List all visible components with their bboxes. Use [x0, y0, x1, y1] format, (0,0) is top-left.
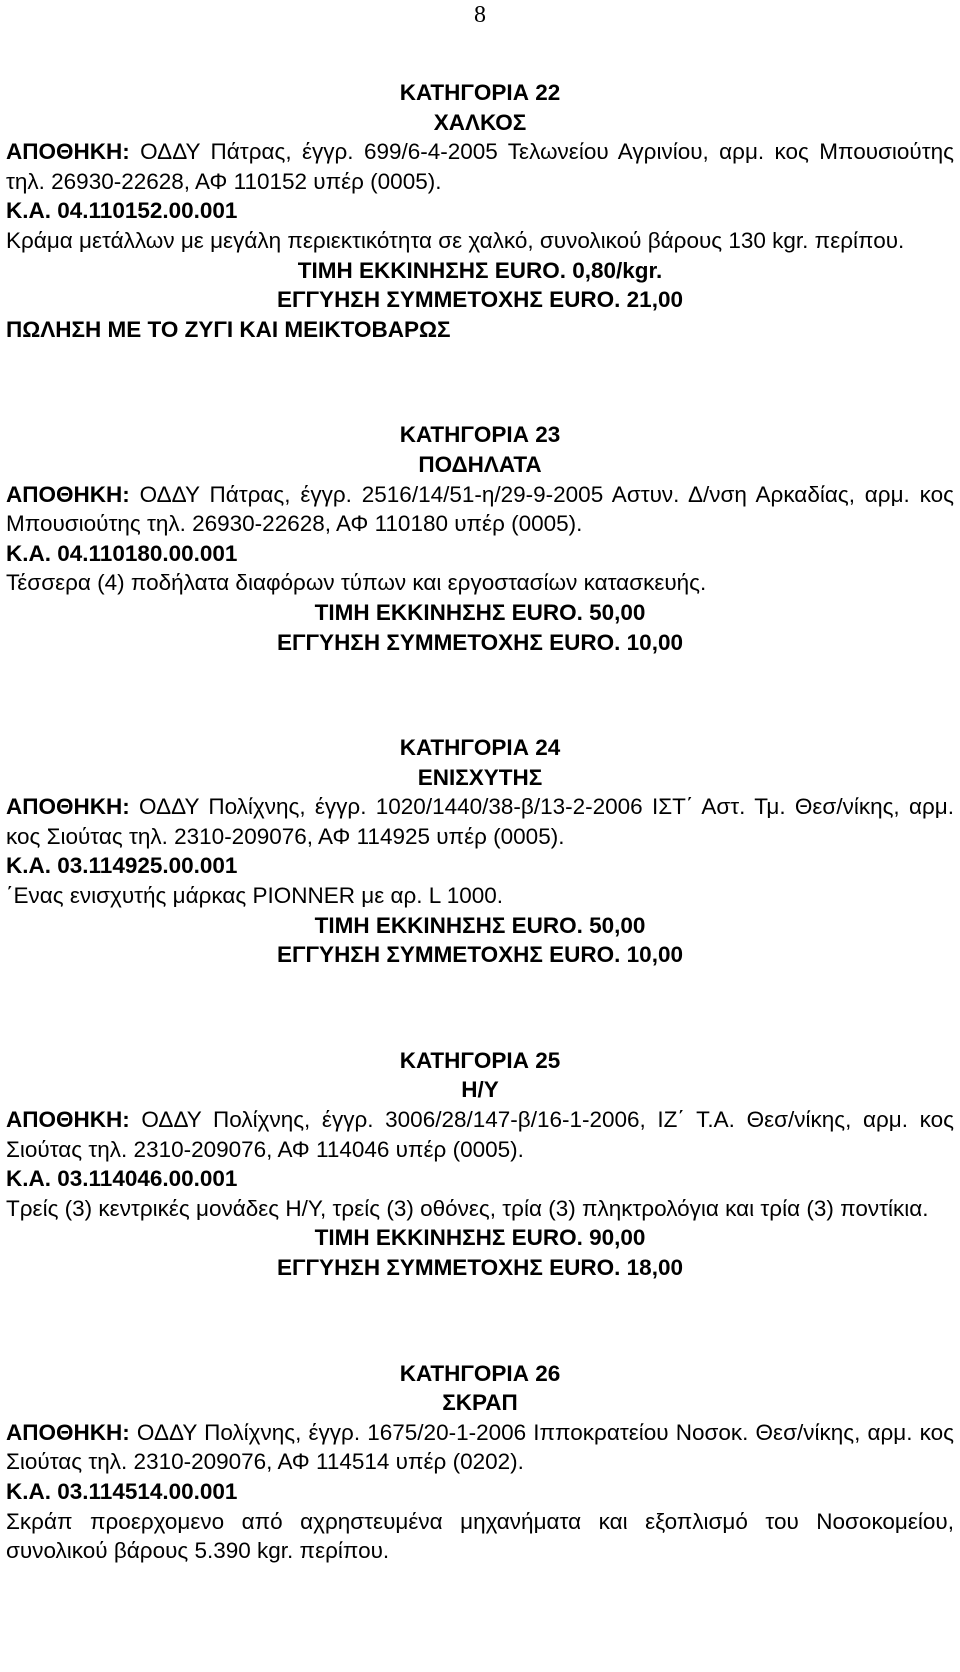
category-heading: ΚΑΤΗΓΟΡΙΑ 24 [399, 735, 561, 761]
category-24 [6, 733, 954, 970]
item-description: Κράμα μετάλλων με μεγάλη περιεκτικότητα σε χαλκό, συνολικού βάρους 130 kgr. περίπου. [6, 227, 905, 253]
category-heading: ΚΑΤΗΓΟΡΙΑ 26 [399, 1360, 561, 1386]
start-price: ΤΙΜΗ ΕΚΚΙΝΗΣΗΣ EURO. 50,00 [314, 599, 646, 625]
participation-guarantee: ΕΓΓΥΗΣΗ ΣΥΜΜΕΤΟΧΗΣ EURO. 10,00 [277, 629, 683, 655]
item-description: Σκράπ προερχομενο από αχρηστευμένα μηχανήματα και εξοπλισμό του Νοσοκομείου, συνολικού βάρους 5.390 kgr. περίπου. [6, 1508, 954, 1564]
warehouse-label: ΑΠΟΘΗΚΗ: [6, 1107, 130, 1133]
start-price: ΤΙΜΗ ΕΚΚΙΝΗΣΗΣ EURO. 0,80/kgr. [297, 257, 663, 283]
participation-guarantee: ΕΓΓΥΗΣΗ ΣΥΜΜΕΤΟΧΗΣ EURO. 18,00 [277, 1255, 683, 1280]
page-number: 8 [474, 2, 486, 28]
category-heading: ΚΑΤΗΓΟΡΙΑ 25 [399, 1047, 561, 1073]
warehouse-text: ΟΔΔΥ Πολίχνης, έγγρ. 1020/1440/38-β/13-2-2006 ΙΣΤ΄ Αστ. Τμ. Θεσ/νίκης, αρμ. κος Σιούτας τηλ. 2310-209076, ΑΦ 114925 υπέρ (0005). [6, 794, 954, 849]
category-heading: ΚΑΤΗΓΟΡΙΑ 22 [399, 80, 561, 105]
item-description: ΄Ενας ενισχυτής μάρκας PIONNER με αρ. L 1000. [6, 883, 504, 909]
account-code: Κ.Α. 04.110152.00.001 [6, 198, 238, 224]
warehouse-text: ΟΔΔΥ Πάτρας, έγγρ. 699/6-4-2005 Τελωνείου Αγρινίου, αρμ. κος Μπουσιούτης τηλ. 26930-22628, ΑΦ 110152 υπέρ (0005). [6, 139, 954, 194]
warehouse-info [6, 480, 954, 539]
category-title: ΣΚΡΑΠ [442, 1390, 518, 1416]
warehouse-text: ΟΔΔΥ Πάτρας, έγγρ. 2516/14/51-η/29-9-2005 Αστυν. Δ/νση Αρκαδίας, αρμ. κος Μπουσιούτης τηλ. 26930-22628, ΑΦ 110180 υπέρ (0005). [6, 481, 954, 537]
category-25 [6, 1046, 954, 1283]
sale-note: ΠΩΛΗΣΗ ΜΕ ΤΟ ΖΥΓΙ ΚΑΙ ΜΕΙΚΤΟΒΑΡΩΣ [6, 316, 451, 342]
account-code: Κ.Α. 03.114046.00.001 [6, 1166, 238, 1192]
category-22 [6, 78, 954, 344]
category-title: ΕΝΙΣΧΥΤΗΣ [417, 764, 543, 790]
category-heading: ΚΑΤΗΓΟΡΙΑ 23 [399, 422, 561, 448]
warehouse-label: ΑΠΟΘΗΚΗ: [6, 1419, 130, 1445]
category-title: ΧΑΛΚΟΣ [433, 109, 527, 135]
warehouse-info [6, 792, 954, 851]
item-description: Τέσσερα (4) ποδήλατα διαφόρων τύπων και εργοστασίων κατασκευής. [6, 570, 707, 596]
category-23 [6, 420, 954, 657]
category-26 [6, 1359, 954, 1566]
warehouse-label: ΑΠΟΘΗΚΗ: [6, 481, 130, 507]
account-code: Κ.Α. 04.110180.00.001 [6, 540, 238, 566]
account-code: Κ.Α. 03.114925.00.001 [6, 853, 238, 879]
warehouse-text: ΟΔΔΥ Πολίχνης, έγγρ. 3006/28/147-β/16-1-2006, ΙΖ΄ Τ.Α. Θεσ/νίκης, αρμ. κος Σιούτας τηλ. 2310-209076, ΑΦ 114046 υπέρ (0005). [6, 1107, 954, 1162]
start-price: ΤΙΜΗ ΕΚΚΙΝΗΣΗΣ EURO. 90,00 [314, 1225, 646, 1251]
warehouse-label: ΑΠΟΘΗΚΗ: [6, 794, 130, 820]
warehouse-label: ΑΠΟΘΗΚΗ: [6, 139, 130, 165]
category-title: Η/Υ [461, 1077, 499, 1103]
warehouse-text: ΟΔΔΥ Πολίχνης, έγγρ. 1675/20-1-2006 Ιπποκρατείου Νοσοκ. Θεσ/νίκης, αρμ. κος Σιούτας τηλ. 2310-209076, ΑΦ 114514 υπέρ (0202). [6, 1419, 954, 1475]
category-title: ΠΟΔΗΛΑΤΑ [418, 451, 542, 477]
warehouse-info [6, 1105, 954, 1164]
participation-guarantee: ΕΓΓΥΗΣΗ ΣΥΜΜΕΤΟΧΗΣ EURO. 21,00 [277, 287, 683, 313]
warehouse-info [6, 1418, 954, 1477]
item-description: Τρείς (3) κεντρικές μονάδες Η/Υ, τρείς (3) οθόνες, τρία (3) πληκτρολόγια και τρία (3) ποντίκια. [6, 1195, 929, 1221]
start-price: ΤΙΜΗ ΕΚΚΙΝΗΣΗΣ EURO. 50,00 [314, 912, 646, 938]
warehouse-info [6, 137, 954, 196]
document-body [6, 78, 954, 1566]
account-code: Κ.Α. 03.114514.00.001 [6, 1478, 238, 1504]
participation-guarantee: ΕΓΓΥΗΣΗ ΣΥΜΜΕΤΟΧΗΣ EURO. 10,00 [277, 942, 683, 968]
